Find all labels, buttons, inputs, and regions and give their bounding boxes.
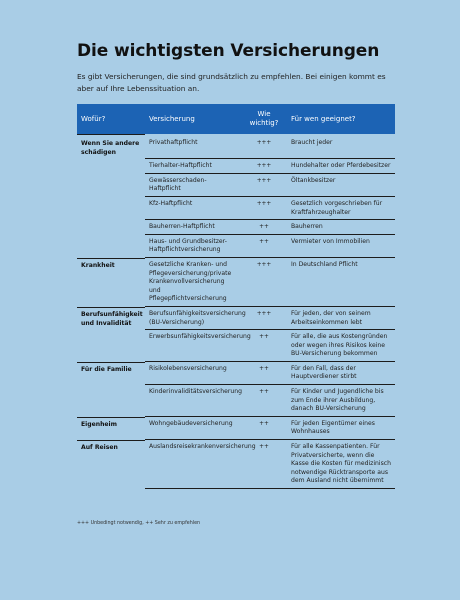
cell-group bbox=[77, 330, 145, 362]
cell-target: Bauherren bbox=[287, 220, 395, 235]
cell-rating: +++ bbox=[241, 134, 287, 159]
cell-group: Wenn Sie andere schädigen bbox=[77, 134, 145, 159]
cell-target: Braucht jeder bbox=[287, 134, 395, 159]
cell-insurance: Kinderinvaliditätsversicherung bbox=[145, 385, 241, 417]
cell-rating: ++ bbox=[241, 235, 287, 258]
table-row bbox=[77, 362, 395, 385]
cell-rating: +++ bbox=[241, 174, 287, 197]
cell-target: In Deutschland Pflicht bbox=[287, 258, 395, 307]
cell-group: Eigenheim bbox=[77, 417, 145, 440]
cell-insurance: Wohngebäudeversicherung bbox=[145, 417, 241, 440]
cell-insurance: Bauherren-Haftpflicht bbox=[145, 220, 241, 235]
cell-rating: ++ bbox=[241, 220, 287, 235]
cell-insurance: Auslandsreisekrankenversicherung bbox=[145, 440, 241, 489]
header-versicherung: Versicherung bbox=[145, 104, 241, 134]
cell-group bbox=[77, 220, 145, 235]
table-row bbox=[77, 330, 395, 362]
cell-target: Gesetzlich vorgeschrieben für Kraftfahrzeughalter bbox=[287, 197, 395, 220]
header-wofuer: Wofür? bbox=[77, 104, 145, 134]
cell-rating: ++ bbox=[241, 385, 287, 417]
header-fuer-wen: Für wen geeignet? bbox=[287, 104, 395, 134]
table-row bbox=[77, 235, 395, 258]
cell-target: Für jeden, der von seinem Arbeitseinkommen lebt bbox=[287, 307, 395, 330]
cell-rating: ++ bbox=[241, 330, 287, 362]
footnote: +++ Unbedingt notwendig, ++ Sehr zu empfehlen bbox=[77, 521, 201, 526]
cell-target: Öltankbesitzer bbox=[287, 174, 395, 197]
cell-insurance: Tierhalter-Haftpflicht bbox=[145, 159, 241, 174]
cell-target: Für alle, die aus Kostengründen oder wegen ihres Risikos keine BU-Versicherung bekommen bbox=[287, 330, 395, 362]
cell-insurance: Kfz-Haftpflicht bbox=[145, 197, 241, 220]
insurance-table bbox=[77, 104, 395, 489]
cell-rating: ++ bbox=[241, 440, 287, 489]
cell-target: Für den Fall, dass der Hauptverdiener stirbt bbox=[287, 362, 395, 385]
cell-rating: +++ bbox=[241, 258, 287, 307]
cell-target: Für Kinder und Jugendliche bis zum Ende ihrer Ausbildung, danach BU-Versicherung bbox=[287, 385, 395, 417]
cell-rating: +++ bbox=[241, 307, 287, 330]
header-wie-wichtig: Wie wichtig? bbox=[241, 104, 287, 134]
table-header-row bbox=[77, 104, 395, 134]
cell-insurance: Risikolebensversicherung bbox=[145, 362, 241, 385]
table-row bbox=[77, 134, 395, 159]
cell-insurance: Gewässerschaden-Haftpflicht bbox=[145, 174, 241, 197]
cell-group: Auf Reisen bbox=[77, 440, 145, 489]
cell-insurance: Haus- und Grundbesitzer-Haftpflichtversicherung bbox=[145, 235, 241, 258]
cell-insurance: Berufsunfähigkeitsversicherung (BU-Versicherung) bbox=[145, 307, 241, 330]
cell-target: Hundehalter oder Pferdebesitzer bbox=[287, 159, 395, 174]
cell-group bbox=[77, 235, 145, 258]
table-row bbox=[77, 174, 395, 197]
cell-rating: +++ bbox=[241, 159, 287, 174]
table-row bbox=[77, 258, 395, 307]
cell-insurance: Erwerbsunfähigkeitsversicherung bbox=[145, 330, 241, 362]
cell-rating: +++ bbox=[241, 197, 287, 220]
table-row bbox=[77, 385, 395, 417]
cell-group: Berufsunfähigkeit und Invalidität bbox=[77, 307, 145, 330]
table-row bbox=[77, 159, 395, 174]
intro-text: Es gibt Versicherungen, die sind grundsätzlich zu empfehlen. Bei einigen kommt es aber auf Ihre Lebenssituation an. bbox=[77, 72, 386, 93]
page-title: Die wichtigsten Versicherungen bbox=[77, 41, 380, 61]
cell-group: Für die Familie bbox=[77, 362, 145, 385]
cell-target: Vermieter von Immobilien bbox=[287, 235, 395, 258]
cell-group: Krankheit bbox=[77, 258, 145, 307]
cell-target: Für alle Kassenpatienten. Für Privatversicherte, wenn die Kasse die Kosten für medizinisch notwendige Rücktransporte aus dem Ausland nicht übernimmt bbox=[287, 440, 395, 489]
table-row bbox=[77, 307, 395, 330]
cell-group bbox=[77, 174, 145, 197]
cell-insurance: Gesetzliche Kranken- und Pflegeversicherung/private Krankenvollversicherung und Pflegepflichtversicherung bbox=[145, 258, 241, 307]
table-row bbox=[77, 197, 395, 220]
cell-insurance: Privathaftpflicht bbox=[145, 134, 241, 159]
table-row bbox=[77, 417, 395, 440]
document-content bbox=[77, 40, 395, 489]
table-body bbox=[77, 134, 395, 489]
cell-group bbox=[77, 197, 145, 220]
table-row bbox=[77, 440, 395, 489]
cell-group bbox=[77, 385, 145, 417]
cell-group bbox=[77, 159, 145, 174]
cell-rating: ++ bbox=[241, 362, 287, 385]
cell-target: Für jeden Eigentümer eines Wohnhauses bbox=[287, 417, 395, 440]
cell-rating: ++ bbox=[241, 417, 287, 440]
table-row bbox=[77, 220, 395, 235]
